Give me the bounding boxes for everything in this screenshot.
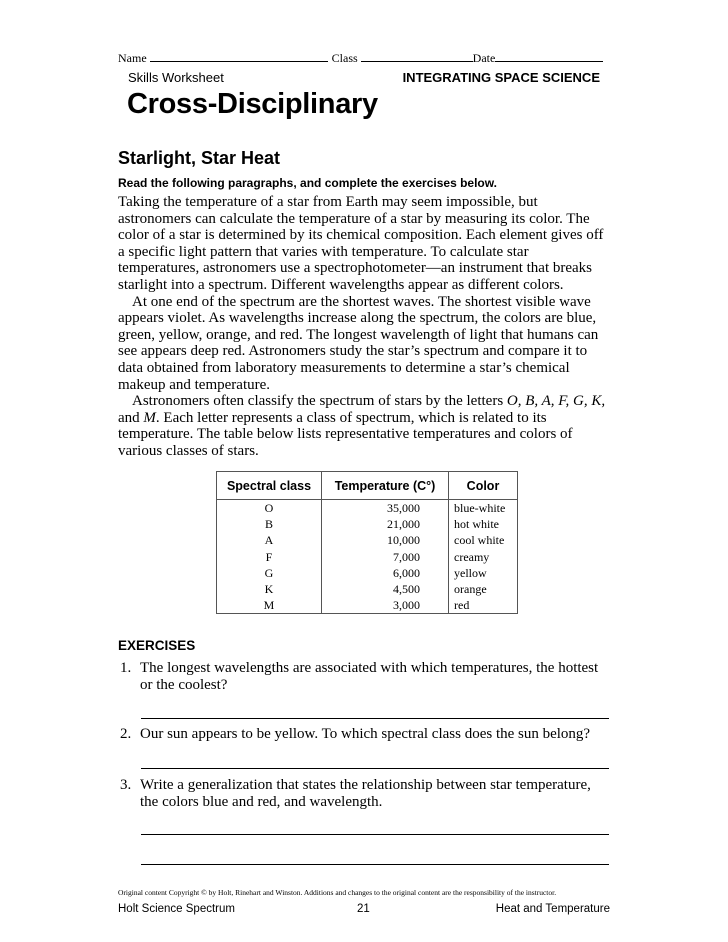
cell-temperature: 21,000 [322, 516, 449, 532]
cell-color: red [449, 597, 518, 614]
name-blank [150, 50, 328, 62]
cell-class: F [217, 549, 322, 565]
header-color: Color [449, 472, 518, 500]
answer-line-2[interactable] [141, 768, 609, 769]
table-row [217, 565, 518, 581]
paragraph-3-text: . Each letter represents a class of spectrum, which is related to its temperature. The table below lists representative temperatures and colors of various classes of stars. [118, 409, 573, 459]
cell-temperature: 7,000 [322, 549, 449, 565]
class-letter-m: M [143, 409, 156, 426]
reading-passage [118, 194, 612, 460]
footer-page-number: 21 [357, 903, 370, 915]
cell-color: orange [449, 581, 518, 597]
cell-temperature: 10,000 [322, 532, 449, 548]
paragraph-3-text: Astronomers often classify the spectrum of stars by the letters [132, 393, 507, 410]
exercise-text: Our sun appears to be yellow. To which spectral class does the sun belong? [140, 726, 591, 742]
answer-line-3b[interactable] [141, 864, 609, 865]
cell-color: cool white [449, 532, 518, 548]
cell-class: K [217, 581, 322, 597]
spectral-class-table [216, 471, 518, 614]
table-row [217, 581, 518, 597]
series-label: INTEGRATING SPACE SCIENCE [402, 70, 600, 85]
table-row [217, 549, 518, 565]
table-row [217, 597, 518, 614]
exercise-number: 2. [120, 726, 132, 742]
cell-class: A [217, 532, 322, 548]
cell-temperature: 3,000 [322, 597, 449, 614]
answer-line-1[interactable] [141, 718, 609, 719]
name-class-date-line [118, 50, 608, 66]
cell-color: hot white [449, 516, 518, 532]
exercise-2 [120, 726, 612, 743]
cell-class: M [217, 597, 322, 614]
header-spectral-class: Spectral class [217, 472, 322, 500]
footer-chapter: Heat and Temperature [495, 903, 610, 915]
cell-color: creamy [449, 549, 518, 565]
worksheet-type: Skills Worksheet [128, 70, 224, 85]
exercise-number: 3. [120, 777, 132, 793]
class-letters: O, B, A, F, G, K, [506, 393, 606, 410]
class-blank [361, 50, 473, 62]
table-row [217, 532, 518, 548]
cell-temperature: 6,000 [322, 565, 449, 581]
header-temperature: Temperature (C°) [322, 472, 449, 500]
cell-temperature: 4,500 [322, 581, 449, 597]
footer-book-title: Holt Science Spectrum [118, 903, 235, 915]
cell-temperature: 35,000 [322, 500, 449, 517]
instructions: Read the following paragraphs, and complete the exercises below. [118, 176, 497, 190]
copyright-notice: Original content Copyright © by Holt, Rinehart and Winston. Additions and changes to the original content are the responsibility of the instructor. [118, 888, 557, 897]
answer-line-3a[interactable] [141, 834, 609, 835]
date-blank [495, 50, 603, 62]
exercises-heading: EXERCISES [118, 638, 196, 653]
exercise-text: The longest wavelengths are associated with which temperatures, the hottest or the coolest? [140, 660, 599, 693]
date-label: Date [472, 51, 496, 65]
exercise-1 [120, 660, 612, 694]
exercise-text: Write a generalization that states the relationship between star temperature, the colors blue and red, and wavelength. [140, 777, 591, 810]
paragraph-1: Taking the temperature of a star from Earth may seem impossible, but astronomers can calculate the temperature of a star by measuring its color. The color of a star is determined by its chemical composition. Each element gives off a specific light pattern that varies with temperature. To calculate star temperatures, astronomers use a spectrophotometer—an instrument that breaks starlight into a spectrum. Different wavelengths appear as different colors. [118, 194, 604, 293]
paragraph-2: At one end of the spectrum are the shortest waves. The shortest visible wave appears violet. As wavelengths increase along the spectrum, the colors are blue, green, yellow, orange, and red. The longest wavelength of light that humans can see appears deep red. Astronomers study the star’s spectrum and compare it to data obtained from laboratory measurements to determine a star’s chemical makeup and temperature. [118, 293, 599, 393]
table-row [217, 500, 518, 517]
table-row [217, 516, 518, 532]
table-header-row [217, 472, 518, 500]
cell-color: yellow [449, 565, 518, 581]
cell-class: O [217, 500, 322, 517]
paragraph-3 [118, 393, 612, 459]
name-label: Name [118, 51, 147, 65]
cell-class: B [217, 516, 322, 532]
exercise-3 [120, 777, 612, 811]
page-title: Cross-Disciplinary [127, 88, 378, 120]
cell-color: blue-white [449, 500, 518, 517]
class-label: Class [331, 51, 358, 65]
worksheet-subtitle: Starlight, Star Heat [118, 148, 281, 168]
exercise-number: 1. [120, 660, 132, 676]
paragraph-3-text: and [118, 409, 144, 426]
cell-class: G [217, 565, 322, 581]
